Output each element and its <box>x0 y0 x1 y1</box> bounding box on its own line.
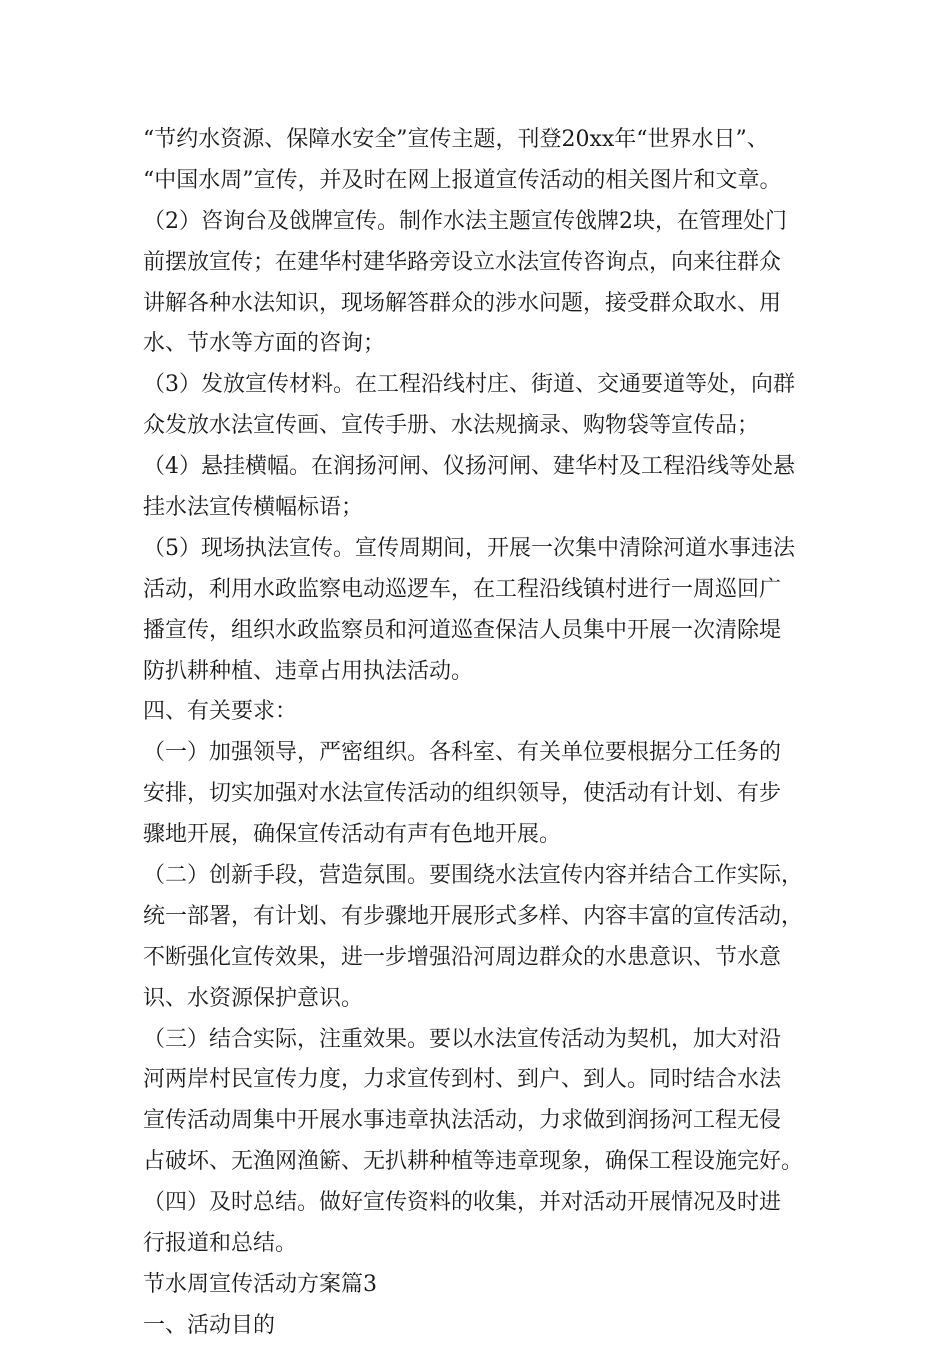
text-line: 占破坏、无渔网渔簖、无扒耕种植等违章现象，确保工程设施完好。 <box>143 1149 804 1175</box>
text-line: “节约水资源、保障水安全”宣传主题，刊登20xx年“世界水日”、 <box>143 127 769 152</box>
text-line: 安排，切实加强对水法宣传活动的组织领导，使活动有计划、有步 <box>143 781 782 807</box>
document-title: 节水周宣传活动方案篇3 <box>143 1271 377 1297</box>
text-line: （4）悬挂横幅。在润扬河闸、仪扬河闸、建华村及工程沿线等处悬 <box>143 454 795 480</box>
text-line: 活动，利用水政监察电动巡逻车，在工程沿线镇村进行一周巡回广 <box>143 576 782 602</box>
text-line: 河两岸村民宣传力度，力求宣传到村、到户、到人。同时结合水法 <box>143 1067 782 1093</box>
text-line: 不断强化宣传效果，进一步增强沿河周边群众的水患意识、节水意 <box>143 944 782 970</box>
text-line: 讲解各种水法知识，现场解答群众的涉水问题，接受群众取水、用 <box>143 290 782 316</box>
text-line: 播宣传，组织水政监察员和河道巡查保洁人员集中开展一次清除堤 <box>143 617 782 643</box>
text-line: 众发放水法宣传画、宣传手册、水法规摘录、购物袋等宣传品； <box>143 413 760 439</box>
text-line: （2）咨询台及戗牌宣传。制作水法主题宣传戗牌2块，在管理处门 <box>143 208 787 234</box>
section-heading: 四、有关要求： <box>143 699 298 725</box>
text-line: 水、节水等方面的咨询； <box>143 331 386 357</box>
text-line: 防扒耕种植、违章占用执法活动。 <box>143 658 474 684</box>
text-line: 行报道和总结。 <box>143 1231 298 1257</box>
text-line: （5）现场执法宣传。宣传周期间，开展一次集中清除河道水事违法 <box>143 535 795 561</box>
text-line: “中国水周”宣传，并及时在网上报道宣传活动的相关图片和文章。 <box>143 167 782 193</box>
text-line: 识、水资源保护意识。 <box>143 985 364 1011</box>
text-line: （一）加强领导，严密组织。各科室、有关单位要根据分工任务的 <box>143 740 782 766</box>
text-line: 宣传活动周集中开展水事违章执法活动，力求做到润扬河工程无侵 <box>143 1108 782 1134</box>
text-line: 骤地开展，确保宣传活动有声有色地开展。 <box>143 822 562 848</box>
text-line: （四）及时总结。做好宣传资料的收集，并对活动开展情况及时进 <box>143 1190 782 1216</box>
text-line: （3）发放宣传材料。在工程沿线村庄、街道、交通要道等处，向群 <box>143 372 795 398</box>
text-line: 挂水法宣传横幅标语； <box>143 495 364 521</box>
text-line: （二）创新手段，营造氛围。要围绕水法宣传内容并结合工作实际， <box>143 863 804 889</box>
text-line: （三）结合实际，注重效果。要以水法宣传活动为契机，加大对沿 <box>143 1026 782 1052</box>
section-heading: 一、活动目的 <box>143 1312 276 1338</box>
text-line: 前摆放宣传；在建华村建华路旁设立水法宣传咨询点，向来往群众 <box>143 249 782 275</box>
document-body <box>143 120 823 1347</box>
text-line: 统一部署，有计划、有步骤地开展形式多样、内容丰富的宣传活动， <box>143 903 804 929</box>
